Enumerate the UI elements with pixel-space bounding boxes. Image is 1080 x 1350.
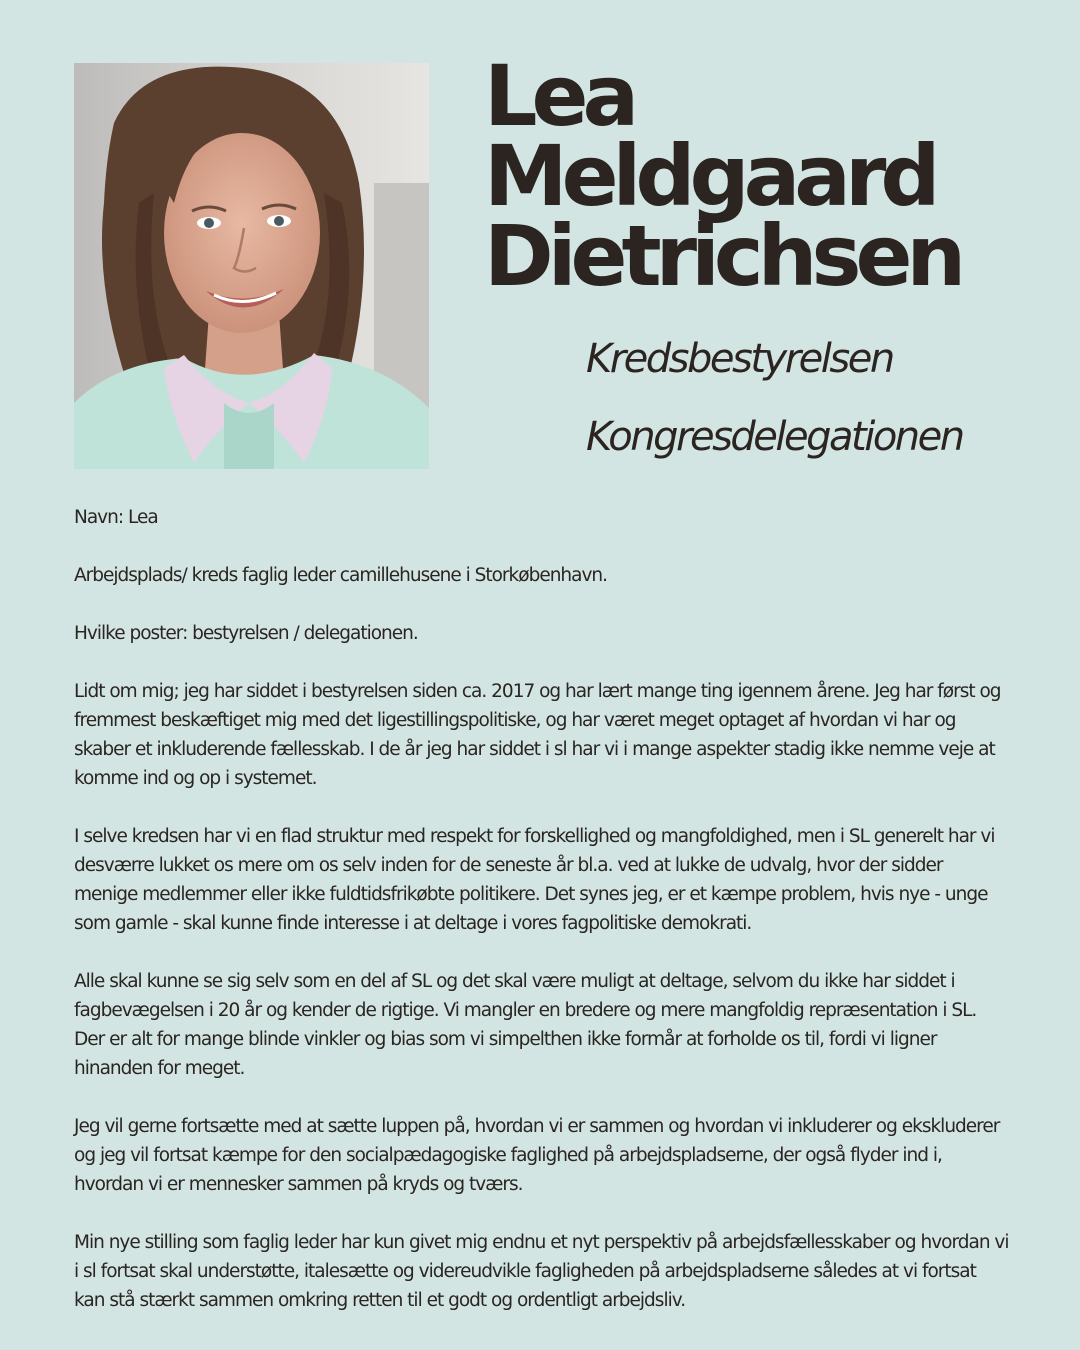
candidate-name bbox=[484, 47, 1044, 305]
last-name: Dietrichsen bbox=[484, 207, 961, 305]
paragraph-kredsen: I selve kredsen har vi en flad struktur med respekt for forskellighed og mangfoldighed, men i SL generelt har vi desværre lukket os mere om os selv inden for de seneste år bl.a. ved at lukke de udvalg, hvor der sidder menige medlemmer eller ikke fuldtidsfrikøbte politikere. Det synes jeg, er et kæmpe problem, hvis nye - unge som gamle - skal kunne finde interesse i at deltage i vores fagpolitiske demokrati. bbox=[74, 826, 995, 934]
role-kredsbestyrelsen: Kredsbestyrelsen bbox=[586, 336, 893, 382]
candidate-description bbox=[74, 503, 1009, 1315]
paragraph-repraesentation: Alle skal kunne se sig selv som en del af SL og det skal være muligt at deltage, selvom du ikke har siddet i fagbevægelsen i 20 år og kender de rigtige. Vi mangler en bredere og mere mangfoldig repræsentation i SL. Der er alt for mange blinde vinkler og bias som vi simpelthen ikke formår at forholde os til, fordi vi ligner hinanden for meget. bbox=[74, 971, 977, 1079]
first-name: Lea bbox=[484, 47, 634, 145]
portrait-photo bbox=[74, 63, 429, 469]
portrait-illustration bbox=[74, 63, 429, 469]
paragraph-faglig-leder: Min nye stilling som faglig leder har kun givet mig endnu et nyt perspektiv på arbejdsfællesskaber og hvordan vi i sl fortsat skal understøtte, italesætte og videreudvikle fagligheden på arbejdspladserne således at vi fortsat kan stå stærkt sammen omkring retten til et godt og ordentligt arbejdsliv. bbox=[74, 1232, 1009, 1311]
paragraph-om-mig: Lidt om mig; jeg har siddet i bestyrelsen siden ca. 2017 og har lært mange ting igennem årene. Jeg har først og fremmest beskæftiget mig med det ligestillingspolitiske, og har været meget optaget af hvordan vi har og skaber et inkluderende fællesskab. I de år jeg har siddet i sl har vi i mange aspekter stadig ikke nemme veje at komme ind og op i systemet. bbox=[74, 681, 1001, 789]
role-kongresdelegationen: Kongresdelegationen bbox=[586, 414, 963, 460]
middle-name: Meldgaard bbox=[484, 127, 935, 225]
navn-line: Navn: Lea bbox=[74, 507, 158, 528]
paragraph-faglighed: Jeg vil gerne fortsætte med at sætte luppen på, hvordan vi er sammen og hvordan vi inkluderer og ekskluderer og jeg vil fortsat kæmpe for den socialpædagogiske faglighed på arbejdspladserne, der også flyder ind i, hvordan vi er mennesker sammen på kryds og tværs. bbox=[74, 1116, 1000, 1195]
poster-line: Hvilke poster: bestyrelsen / delegationen. bbox=[74, 623, 418, 644]
arbejdsplads-line: Arbejdsplads/ kreds faglig leder camillehusene i Storkøbenhavn. bbox=[74, 565, 608, 586]
